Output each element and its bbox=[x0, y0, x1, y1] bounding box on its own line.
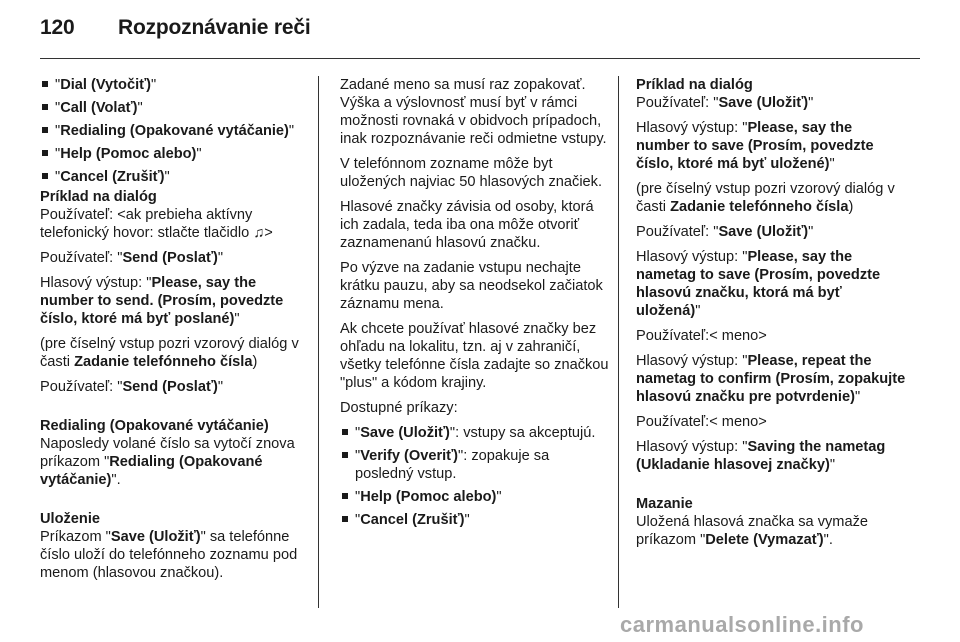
list-item: "Cancel (Zrušiť)" bbox=[340, 511, 610, 529]
dialog-line: Hlasový výstup: "Please, say the number to save (Prosím, povedzte číslo, ktoré má byť uložené)" bbox=[636, 120, 874, 172]
paragraph: V telefónnom zozname môže byt uložených najviac 50 hlasových značiek. bbox=[340, 156, 603, 190]
list-item: "Call (Volať)" bbox=[40, 99, 308, 117]
dialog-line: Používateľ:< meno> bbox=[636, 414, 767, 430]
example-heading: Príklad na dialóg bbox=[40, 189, 157, 205]
list-item: "Help (Pomoc alebo)" bbox=[340, 488, 610, 506]
dialog-line: Hlasový výstup: "Please, say the number to send. (Prosím, povedzte číslo, ktoré má byť poslané)" bbox=[40, 275, 284, 327]
dialog-line: (pre číselný vstup pozri vzorový dialóg v časti Zadanie telefónneho čísla) bbox=[636, 181, 895, 215]
paragraph: Dostupné príkazy: bbox=[340, 400, 458, 416]
dialog-line: Používateľ: "Save (Uložiť)" bbox=[636, 95, 814, 111]
paragraph: Zadané meno sa musí raz zopakovať. Výška a výslovnosť musí byť v rámci možnosti rovnaká v obidvoch prípadoch, inak rozpoznávanie reči odmietne vstupy. bbox=[340, 77, 607, 147]
dialog-line: Používateľ: <ak prebieha aktívny telefonický hovor: stlačte tlačidlo ♫> bbox=[40, 207, 273, 241]
list-item: "Save (Uložiť)": vstupy sa akceptujú. bbox=[340, 424, 610, 442]
page-number: 120 bbox=[40, 16, 75, 39]
delete-text: Uložená hlasová značka sa vymaže príkazom "Delete (Vymazať)". bbox=[636, 514, 868, 548]
redial-text: Naposledy volané číslo sa vytočí znova príkazom "Redialing (Opakované vytáčanie)". bbox=[40, 436, 295, 488]
dialog-line: Používateľ: "Send (Poslať)" bbox=[40, 250, 224, 266]
dialog-line: (pre číselný vstup pozri vzorový dialóg v časti Zadanie telefónneho čísla) bbox=[40, 336, 299, 370]
redial-heading: Redialing (Opakované vytáčanie) bbox=[40, 418, 269, 434]
dialog-line: Hlasový výstup: "Please, repeat the nametag to confirm (Prosím, zopakujte hlasovú značku pre potvrdenie)" bbox=[636, 353, 906, 405]
header-rule bbox=[40, 58, 920, 59]
paragraph: Po výzve na zadanie vstupu nechajte krátku pauzu, aby sa neodsekol začiatok záznamu mena. bbox=[340, 260, 603, 312]
dialog-line: Používateľ: "Save (Uložiť)" bbox=[636, 224, 814, 240]
save-heading: Uloženie bbox=[40, 511, 101, 527]
column-3 bbox=[636, 76, 906, 556]
dialog-line: Hlasový výstup: "Please, say the nametag to save (Prosím, povedzte hlasovú značku, ktorá má byť uložená)" bbox=[636, 249, 881, 319]
example-heading: Príklad na dialóg bbox=[636, 77, 753, 93]
column-2 bbox=[340, 76, 610, 534]
column-1 bbox=[40, 76, 308, 589]
dialog-line: Používateľ:< meno> bbox=[636, 328, 767, 344]
music-note-icon: ♫ bbox=[253, 225, 265, 241]
page-title: Rozpoznávanie reči bbox=[118, 16, 311, 39]
page-header bbox=[40, 16, 310, 40]
paragraph: Hlasové značky závisia od osoby, ktorá ich zadala, teda iba ona môže otvoriť zaznamenanú hlasovú značku. bbox=[340, 199, 594, 251]
column-divider bbox=[318, 76, 319, 608]
delete-heading: Mazanie bbox=[636, 496, 693, 512]
dialog-line: Používateľ: "Send (Poslať)" bbox=[40, 379, 224, 395]
list-item: "Help (Pomoc alebo)" bbox=[40, 145, 308, 163]
dialog-line: Hlasový výstup: "Saving the nametag (Ukladanie hlasovej značky)" bbox=[636, 439, 886, 473]
watermark: carmanualsonline.info bbox=[620, 612, 864, 637]
list-item: "Redialing (Opakované vytáčanie)" bbox=[40, 122, 308, 140]
list-item: "Verify (Overiť)": zopakuje sa posledný vstup. bbox=[340, 447, 610, 483]
paragraph: Ak chcete používať hlasové značky bez ohľadu na lokalitu, tzn. aj v zahraničí, všetky telefónne čísla zadajte so značkou "plus" a kódom krajiny. bbox=[340, 321, 609, 391]
list-item: "Cancel (Zrušiť)" bbox=[40, 168, 308, 186]
save-text: Príkazom "Save (Uložiť)" sa telefónne číslo uloží do telefónneho zoznamu pod menom (hlasovou značkou). bbox=[40, 529, 298, 581]
list-item: "Dial (Vytočiť)" bbox=[40, 76, 308, 94]
column-divider bbox=[618, 76, 619, 608]
